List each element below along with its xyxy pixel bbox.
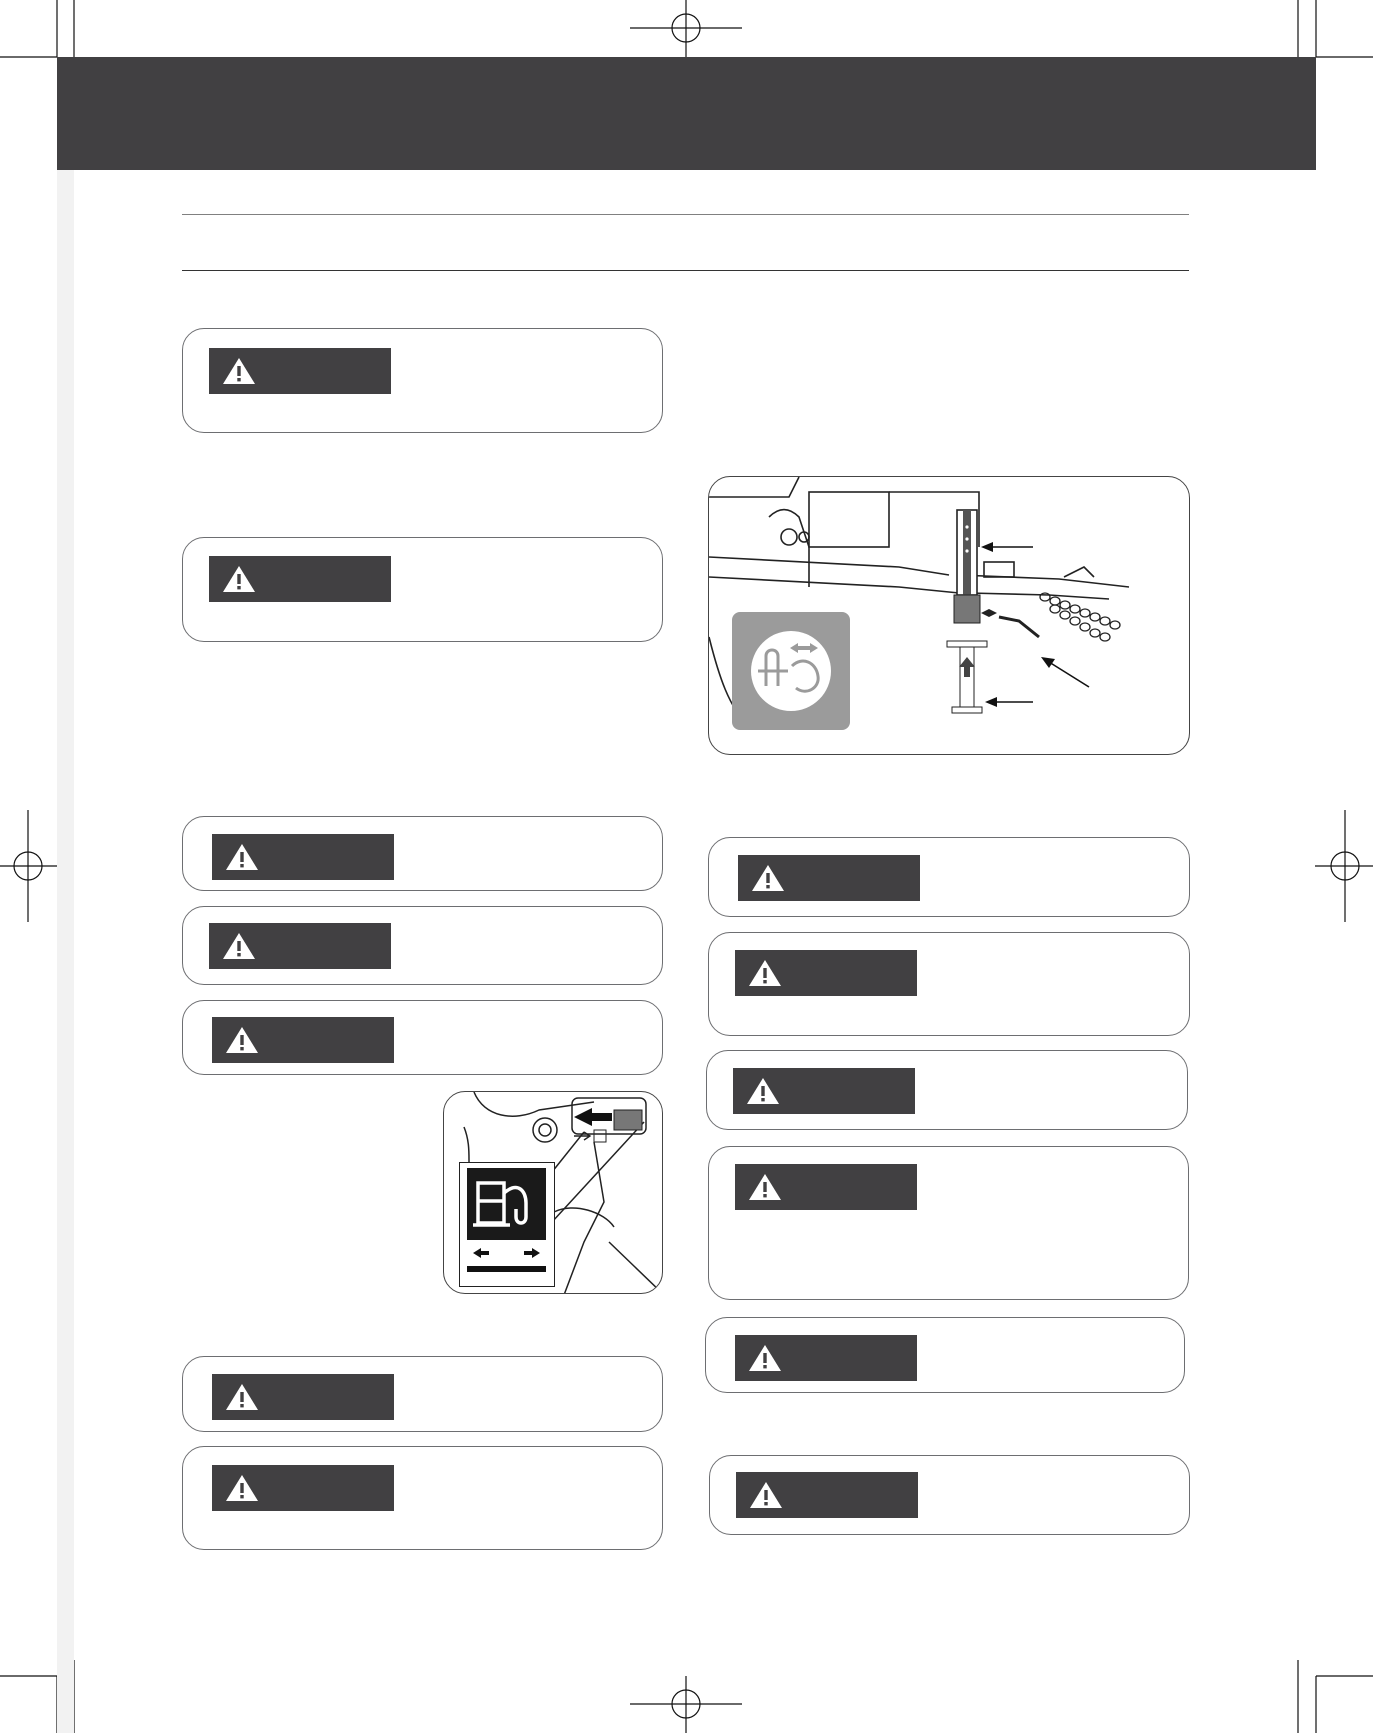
warning-triangle-icon [747,958,783,988]
warning-label [212,834,394,880]
warning-label [735,1164,917,1210]
fuel-decal [459,1162,555,1287]
warning-triangle-icon [224,1025,260,1055]
warning-triangle-icon [224,1473,260,1503]
warning-box [182,328,663,433]
warning-triangle-icon [748,1480,784,1510]
warning-label [212,1017,394,1063]
section-rule-top [182,214,1189,215]
warning-box [182,906,663,985]
pin-release-icon [746,626,836,716]
warning-label [209,556,391,602]
warning-triangle-icon [224,1382,260,1412]
warning-triangle-icon [745,1076,781,1106]
warning-label [738,855,920,901]
arrow-left-right-icon [467,1243,546,1263]
warning-triangle-icon [221,931,257,961]
fuel-pump-icon [470,1173,544,1235]
warning-box [182,1356,663,1432]
warning-label [209,923,391,969]
warning-label [735,1335,917,1381]
warning-triangle-icon [747,1172,783,1202]
warning-box [182,537,663,642]
warning-triangle-icon [221,356,257,386]
warning-box [706,1050,1188,1130]
warning-label [212,1465,394,1511]
warning-label [736,1472,918,1518]
header-band [57,57,1316,170]
warning-label [212,1374,394,1420]
warning-box [709,1455,1190,1535]
warning-triangle-icon [747,1343,783,1373]
section-rule-bottom [182,270,1189,271]
left-margin-strip [57,170,74,1733]
fuel-valve-figure [443,1091,663,1294]
warning-box [705,1317,1185,1393]
pin-release-panel [732,612,850,730]
warning-triangle-icon [750,863,786,893]
warning-triangle-icon [221,564,257,594]
warning-box [182,1000,663,1075]
warning-box [708,932,1190,1036]
warning-box [182,816,663,891]
warning-label [735,950,917,996]
warning-label [733,1068,915,1114]
warning-label [209,348,391,394]
tongue-jack-figure [708,476,1190,755]
warning-box [182,1446,663,1550]
warning-box [708,837,1190,917]
warning-triangle-icon [224,842,260,872]
warning-box [708,1146,1189,1300]
